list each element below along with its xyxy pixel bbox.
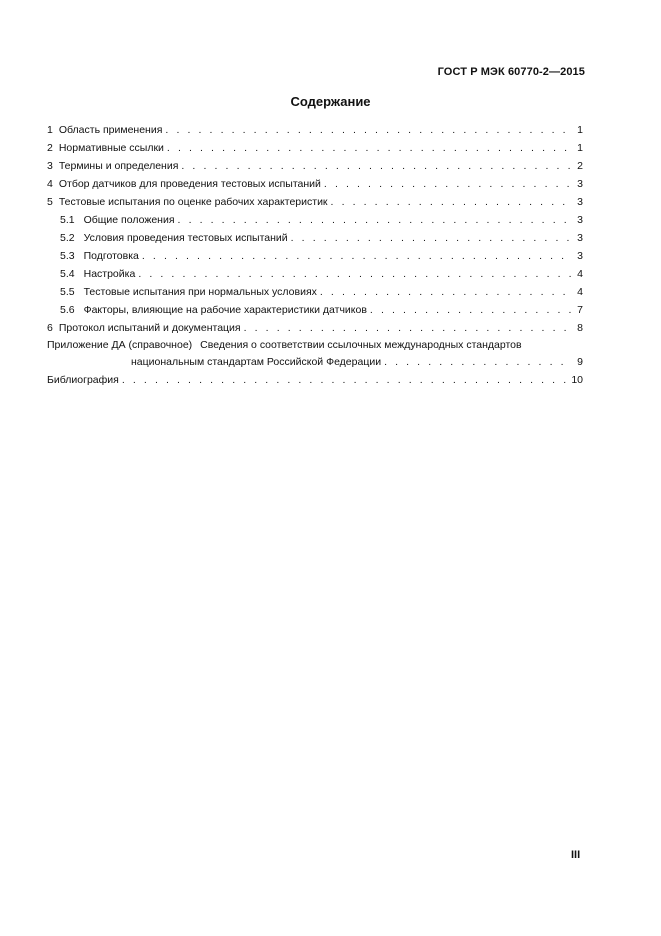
toc-subentry[interactable] [47,265,583,283]
toc-entry-page: 8 [577,322,583,334]
toc-entry-number: 5.2 [60,232,75,244]
standard-designation: ГОСТ Р МЭК 60770-2—2015 [437,66,585,78]
annex-title-line2: национальным стандартам Российской Федерации [131,356,382,368]
toc-entry[interactable] [47,157,583,175]
toc-entry-number: 4 [47,178,53,190]
toc-entry-page: 4 [577,268,583,280]
toc-entry-number: 1 [47,124,53,136]
toc-entry-page: 3 [577,214,583,226]
toc-entry-number: 5.3 [60,250,75,262]
toc-entry-page: 3 [577,178,583,190]
toc-entry[interactable] [47,139,583,157]
toc-entry-title: Условия проведения тестовых испытаний [83,232,288,244]
toc-leader-dots [138,265,572,283]
toc-entry[interactable] [47,175,583,193]
toc-entry-page: 3 [577,250,583,262]
toc-entry[interactable] [47,193,583,211]
toc-entry-title: Подготовка [83,250,139,262]
toc-subentry[interactable] [47,229,583,247]
toc-entry-page: 2 [577,160,583,172]
toc-entry[interactable] [47,121,583,139]
toc-leader-dots [165,121,572,139]
toc-entry-title: Протокол испытаний и документация [58,322,241,334]
toc-entry-number: 5.5 [60,286,75,298]
toc-entry-title: Настройка [83,268,136,280]
table-of-contents [47,121,583,389]
toc-leader-dots [331,193,572,211]
annex-label: Приложение ДА (справочное) [47,339,193,351]
toc-leader-dots [370,301,572,319]
toc-entry-page: 7 [577,304,583,316]
toc-entry-number: 5 [47,196,53,208]
toc-entry-title: Область применения [58,124,163,136]
toc-entry-page: 1 [577,124,583,136]
toc-subentry[interactable] [47,283,583,301]
toc-entry-page: 3 [577,232,583,244]
toc-entry-page: 3 [577,196,583,208]
toc-entry-title: Нормативные ссылки [58,142,164,154]
toc-subentry[interactable] [47,247,583,265]
toc-subentry[interactable] [47,211,583,229]
toc-entry-title: Факторы, влияющие на рабочие характеристики датчиков [83,304,367,316]
toc-entry-title: Общие положения [83,214,175,226]
toc-leader-dots [142,247,572,265]
toc-leader-dots [244,319,572,337]
toc-entry-page: 4 [577,286,583,298]
toc-bibliography-entry[interactable] [47,371,583,389]
toc-entry-title: Библиография [47,374,119,386]
toc-leader-dots [122,371,568,389]
toc-leader-dots [384,354,572,371]
toc-leader-dots [320,283,572,301]
toc-entry-title: Тестовые испытания по оценке рабочих характеристик [58,196,328,208]
toc-entry-page: 1 [577,142,583,154]
toc-subentry[interactable] [47,301,583,319]
toc-entry-number: 6 [47,322,53,334]
toc-entry-number: 5.4 [60,268,75,280]
toc-leader-dots [291,229,572,247]
toc-entry[interactable] [47,319,583,337]
toc-entry-number: 5.6 [60,304,75,316]
toc-entry-title: Отбор датчиков для проведения тестовых испытаний [58,178,321,190]
toc-leader-dots [167,139,572,157]
toc-entry-title: Термины и определения [58,160,179,172]
toc-leader-dots [178,211,572,229]
annex-title-line1: Сведения о соответствии ссылочных международных стандартов [200,339,522,351]
toc-entry-title: Тестовые испытания при нормальных условиях [83,286,317,298]
toc-leader-dots [324,175,572,193]
page-number: III [571,849,581,861]
toc-entry-number: 5.1 [60,214,75,226]
toc-entry-page: 9 [577,356,583,368]
toc-leader-dots [181,157,572,175]
toc-title: Содержание [290,94,371,109]
toc-entry-number: 2 [47,142,53,154]
toc-entry-number: 3 [47,160,53,172]
toc-entry-page: 10 [571,374,583,386]
toc-annex-entry[interactable] [47,337,583,371]
